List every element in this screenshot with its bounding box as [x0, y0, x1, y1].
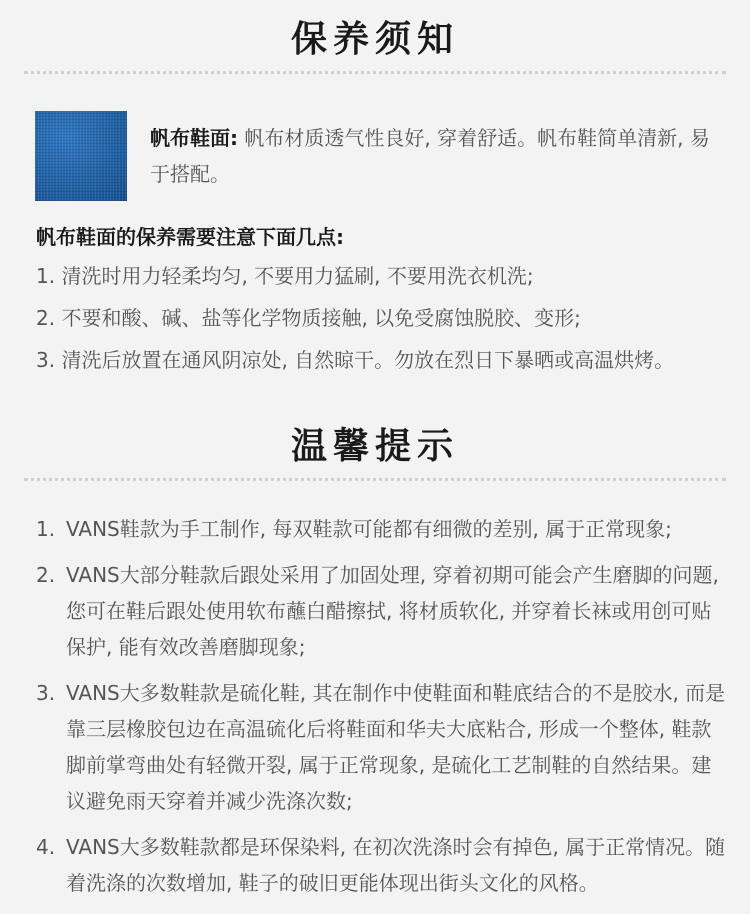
divider — [24, 478, 726, 481]
list-item: 2. 不要和酸、碱、盐等化学物质接触, 以免受腐蚀脱胶、变形; — [36, 306, 581, 330]
intro-text: 帆布材质透气性良好, 穿着舒适。帆布鞋简单清新, 易于搭配。 — [150, 126, 710, 186]
item-number: 3. — [36, 681, 56, 705]
list-item — [36, 511, 726, 547]
item-text: VANS鞋款为手工制作, 每双鞋款可能都有细微的差别, 属于正常现象; — [66, 517, 672, 541]
divider — [24, 71, 726, 74]
list-item — [36, 557, 726, 665]
intro-term: 帆布鞋面: — [150, 126, 238, 150]
item-number: 4. — [36, 835, 56, 859]
item-text: VANS大多数鞋款都是环保染料, 在初次洗涤时会有掉色, 属于正常情况。随着洗涤的次数增加, 鞋子的破旧更能体现出街头文化的风格。 — [66, 835, 726, 895]
list-item: 3. 清洗后放置在通风阴凉处, 自然晾干。勿放在烈日下暴晒或高温烘烤。 — [36, 348, 675, 372]
canvas-intro — [150, 120, 720, 192]
section-title-care: 保养须知 — [290, 19, 459, 60]
item-number: 1. — [36, 517, 56, 541]
section-title-tips: 温馨提示 — [290, 426, 459, 467]
canvas-fabric-swatch-image — [35, 111, 127, 201]
care-list — [36, 258, 726, 384]
item-text: VANS大多数鞋款是硫化鞋, 其在制作中使鞋面和鞋底结合的不是胶水, 而是靠三层橡胶包边在高温硫化后将鞋面和华夫大底粘合, 形成一个整体, 鞋款脚前掌弯曲处有轻微开裂, 属于正常现象, 是硫化工艺制鞋的自然结果。建议避免雨天穿着并减少洗涤次数; — [66, 681, 726, 813]
item-number: 2. — [36, 563, 56, 587]
item-text: VANS大部分鞋款后跟处采用了加固处理, 穿着初期可能会产生磨脚的问题, 您可在鞋后跟处使用软布蘸白醋擦拭, 将材质软化, 并穿着长袜或用创可贴保护, 能有效改善磨脚现象; — [66, 563, 719, 659]
tips-list — [36, 511, 726, 911]
list-item — [36, 829, 726, 901]
list-item: 1. 清洗时用力轻柔均匀, 不要用力猛刷, 不要用洗衣机洗; — [36, 264, 534, 288]
care-subheading: 帆布鞋面的保养需要注意下面几点: — [36, 225, 344, 249]
list-item — [36, 675, 726, 819]
